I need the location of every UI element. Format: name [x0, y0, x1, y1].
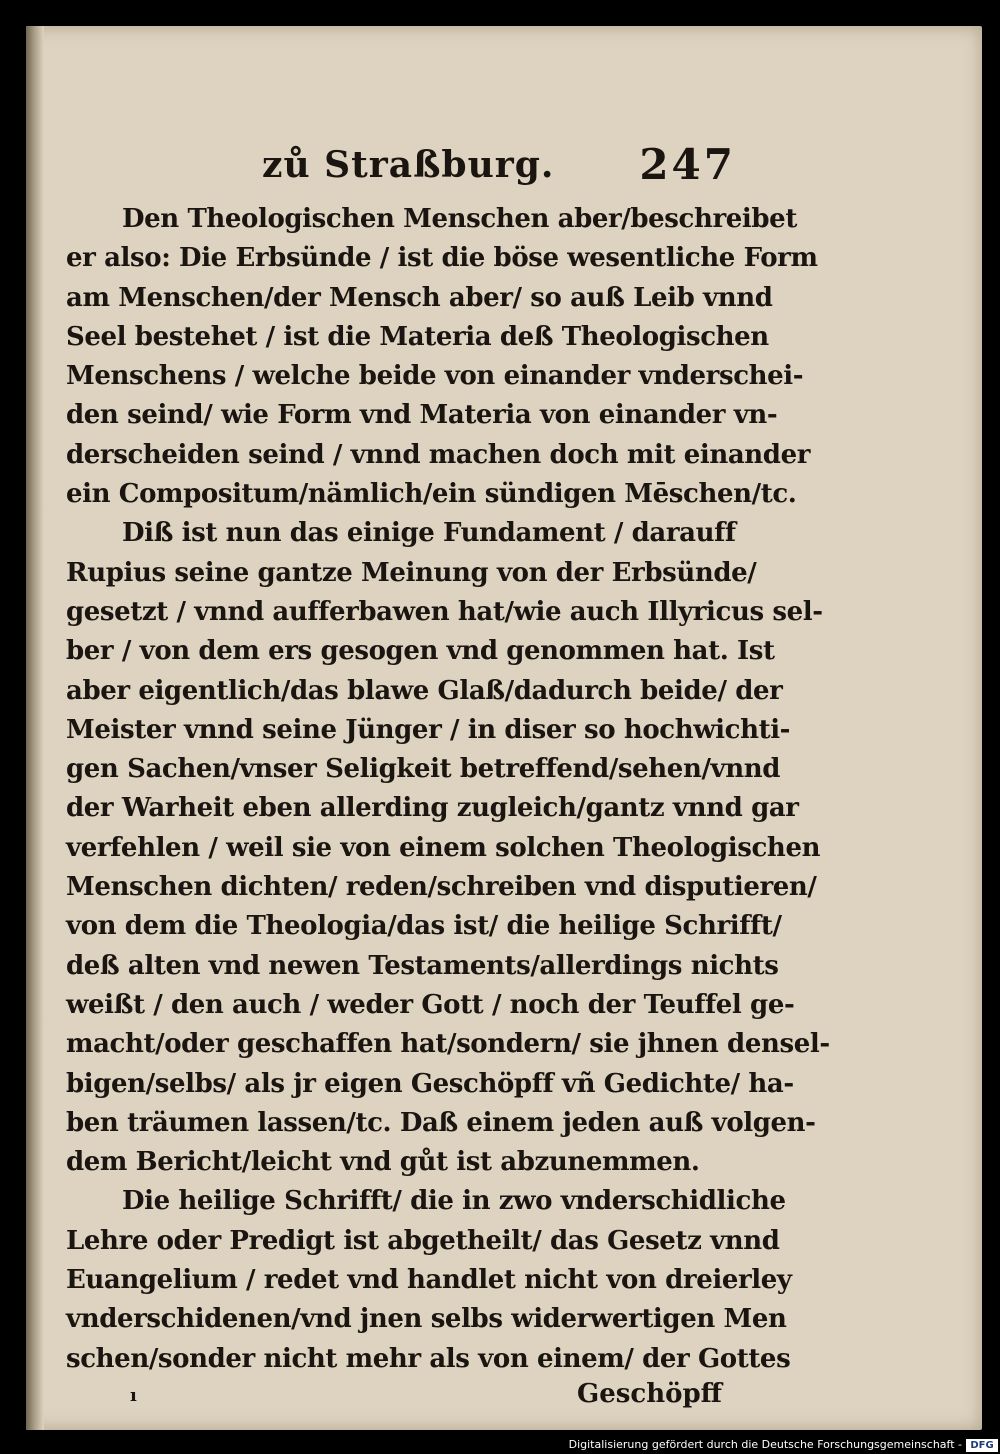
text-line: bigen/selbs/ als jr eigen Geschöpff vñ Gedichte/ ha- [66, 1068, 794, 1099]
text-line: Meister vnnd seine Jünger / in diser so hochwichti- [66, 714, 791, 745]
text-line: verfehlen / weil sie von einem solchen Theologischen [66, 832, 821, 863]
text-line: Diß ist nun das einige Fundament / darauff [122, 518, 736, 549]
text-line: macht/oder geschaffen hat/sondern/ sie jhnen densel- [66, 1029, 830, 1060]
text-line: Menschen dichten/ reden/schreiben vnd disputieren/ [66, 872, 817, 903]
book-page [26, 26, 982, 1430]
text-line: Seel bestehet / ist die Materia deß Theologischen [66, 321, 769, 352]
text-line: gen Sachen/vnser Seligkeit betreffend/sehen/vnnd [66, 754, 781, 785]
running-head: zů Straßburg. [262, 144, 555, 186]
text-line: Menschens / welche beide von einander vnderschei- [66, 361, 804, 392]
text-line: dem Bericht/leicht vnd gůt ist abzunemmen. [66, 1147, 700, 1178]
text-line: aber eigentlich/das blawe Glaß/dadurch beide/ der [66, 675, 783, 706]
text-line: derscheiden seind / vnnd machen doch mit einander [66, 439, 811, 470]
page-footer [66, 1379, 736, 1419]
text-line: ein Compositum/nämlich/ein sündigen Mēschen/tc. [66, 479, 797, 510]
text-block [66, 140, 830, 1419]
text-line: Rupius seine gantze Meinung von der Erbsünde/ [66, 557, 757, 588]
text-line: Lehre oder Predigt ist abgetheilt/ das Gesetz vnnd [66, 1225, 780, 1256]
text-line: gesetzt / vnnd aufferbawen hat/wie auch Illyricus sel- [66, 596, 823, 627]
page-number: 247 [639, 140, 736, 189]
digitization-credit: Digitalisierung gefördert durch die Deutsche Forschungsgemeinschaft - [568, 1438, 962, 1451]
text-line: deß alten vnd newen Testaments/allerdings nichts [66, 950, 779, 981]
text-line: ber / von dem ers gesogen vnd genommen hat. Ist [66, 636, 775, 667]
page-gutter-shadow [26, 26, 44, 1430]
text-line: schen/sonder nicht mehr als von einem/ der Gottes [66, 1343, 791, 1374]
body-text [66, 200, 830, 1379]
text-line: Den Theologischen Menschen aber/beschreibet [122, 204, 797, 234]
signature-mark: ı [130, 1384, 137, 1406]
catchword: Geschöpff [577, 1378, 722, 1409]
text-line: weißt / den auch / weder Gott / noch der Teuffel ge- [66, 989, 795, 1020]
text-line: vnderschidenen/vnd jnen selbs widerwertigen Men [66, 1304, 787, 1335]
text-line: von dem die Theologia/das ist/ die heilige Schrifft/ [66, 911, 782, 942]
text-line: Die heilige Schrifft/ die in zwo vnderschidliche [122, 1186, 786, 1217]
dfg-logo: DFG [966, 1439, 998, 1452]
text-line: am Menschen/der Mensch aber/ so auß Leib vnnd [66, 282, 773, 313]
page-header [66, 140, 736, 200]
text-line: er also: Die Erbsünde / ist die böse wesentliche Form [66, 243, 818, 274]
text-line: ben träumen lassen/tc. Daß einem jeden auß volgen- [66, 1107, 816, 1138]
text-line: Euangelium / redet vnd handlet nicht von dreierley [66, 1265, 792, 1296]
text-line: den seind/ wie Form vnd Materia von einander vn- [66, 400, 778, 431]
text-line: der Warheit eben allerding zugleich/gantz vnnd gar [66, 793, 799, 824]
